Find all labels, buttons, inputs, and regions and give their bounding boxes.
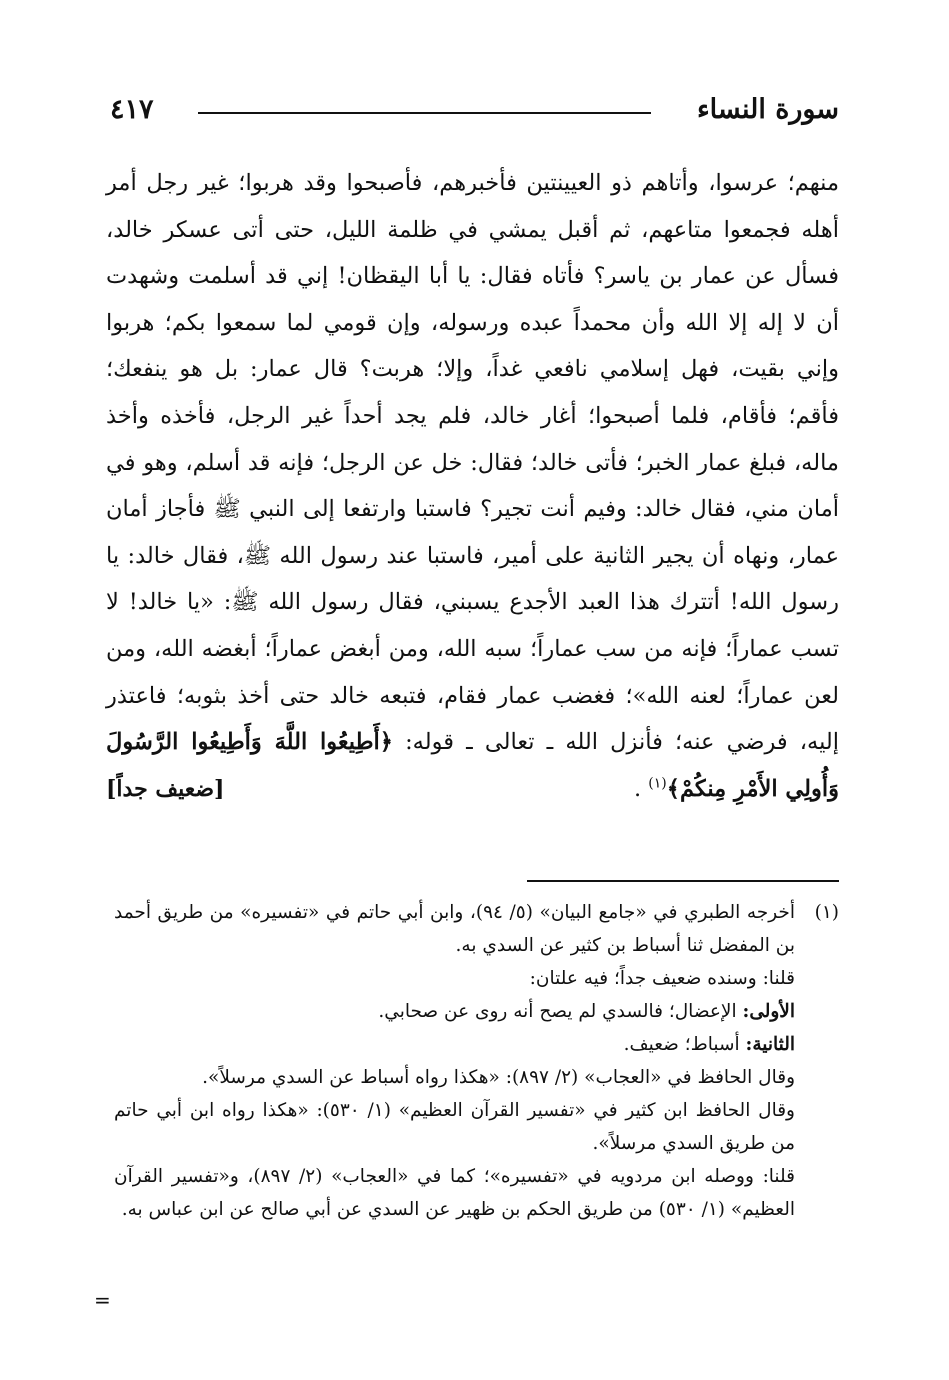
page-header [110, 92, 839, 132]
footnote-paragraph: وقال الحافظ ابن كثير في «تفسير القرآن العظيم» (١/ ٥٣٠): «هكذا رواه ابن أبي حاتم من طريق السدي مرسلاً». [114, 1100, 795, 1154]
verse-end: . [633, 775, 642, 802]
second-defect-text: أسباط؛ ضعيف. [623, 1034, 740, 1055]
grading-label: [ضعيف جداً] [106, 775, 225, 802]
main-text [106, 160, 839, 812]
narration-text: منهم؛ عرسوا، وأتاهم ذو العيينتين فأخبرهم، فأصبحوا وقد هربوا؛ غير رجل أمر أهله فجمعوا متاعهم، ثم أقبل يمشي في ظلمة الليل، حتى أتى عسكر خالد، فسأل عن عمار بن ياسر؟ فأتاه فقال: يا أبا اليقظان! إني قد أسلمت وشهدت أن لا إله إلا الله وأن محمداً عبده ورسوله، وإن قومي لما سمعوا بكم؛ هربوا وإني بقيت، فهل إسلامي نافعي غداً، وإلا؛ هربت؟ قال عمار: بل هو ينفعك؛ فأقم؛ فأقام، فلما أصبحوا؛ أغار خالد، فلم يجد أحداً غير الرجل، فأخذه وأخذ ماله، فبلغ عمار الخبر؛ فأتى خالد؛ فقال: خل عن الرجل؛ فإنه قد أسلم، وهو في أمان مني، فقال خالد: وفيم أنت تجير؟ فاستبا وارتفعا إلى النبي ﷺ فأجاز أمان عمار، ونهاه أن يجير الثانية على أمير، فاستبا عند رسول الله ﷺ، فقال خالد: يا رسول الله! أتترك هذا العبد الأجدع يسبني، فقال رسول الله ﷺ: «يا خالد! لا تسب عماراً؛ فإنه من سب عماراً؛ سبه الله، ومن أبغض عماراً؛ أبغضه الله، ومن لعن عماراً؛ لعنه الله»؛ فغضب عمار فقام، فتبعه خالد حتى أخذ بثوبه؛ فاعتذر إليه، فرضي عنه؛ فأنزل الله ـ تعالى ـ قوله: [106, 170, 840, 756]
continuation-mark: = [94, 1288, 111, 1312]
footnote-paragraph [114, 995, 795, 1028]
footnote-separator [527, 880, 839, 882]
footnotes [114, 896, 839, 1226]
first-defect-text: الإعضال؛ فالسدي لم يصح أنه روى عن صحابي. [378, 1001, 737, 1022]
footnote-body [114, 896, 795, 1226]
main-paragraph [106, 160, 839, 812]
second-defect-label: الثانية: [745, 1034, 795, 1055]
footnote-paragraph: قلنا: ووصله ابن مردويه في «تفسيره»؛ كما في «العجاب» (٢/ ٨٩٧)، و«تفسير القرآن العظيم» (١/ ٥٣٠) من طريق الحكم بن ظهير عن السدي عن أبي صالح عن ابن عباس به. [114, 1166, 795, 1220]
first-defect-label: الأولى: [742, 1001, 795, 1022]
surah-title: سورة النساء [696, 94, 839, 125]
footnote-paragraph: وقال الحافظ في «العجاب» (٢/ ٨٩٧): «هكذا رواه أسباط عن السدي مرسلاً». [202, 1067, 795, 1088]
quran-verse: ﴿أَطِيعُوا اللَّهَ وَأَطِيعُوا الرَّسُولَ وَأُولِي الأَمْرِ مِنكُمْ﴾ [106, 729, 839, 802]
footnote-paragraph: أخرجه الطبري في «جامع البيان» (٥/ ٩٤)، وابن أبي حاتم في «تفسيره» من طريق أحمد بن المفضل ثنا أسباط بن كثير عن السدي به. [114, 902, 795, 956]
footnote-paragraph [114, 1028, 795, 1061]
header-rule [198, 112, 651, 114]
footnote-paragraph: قلنا: وسنده ضعيف جداً؛ فيه علتان: [529, 968, 795, 989]
footnote-reference: (١) [648, 775, 667, 792]
footnote-number: (١) [814, 902, 839, 923]
page-number: ٤١٧ [110, 94, 154, 125]
